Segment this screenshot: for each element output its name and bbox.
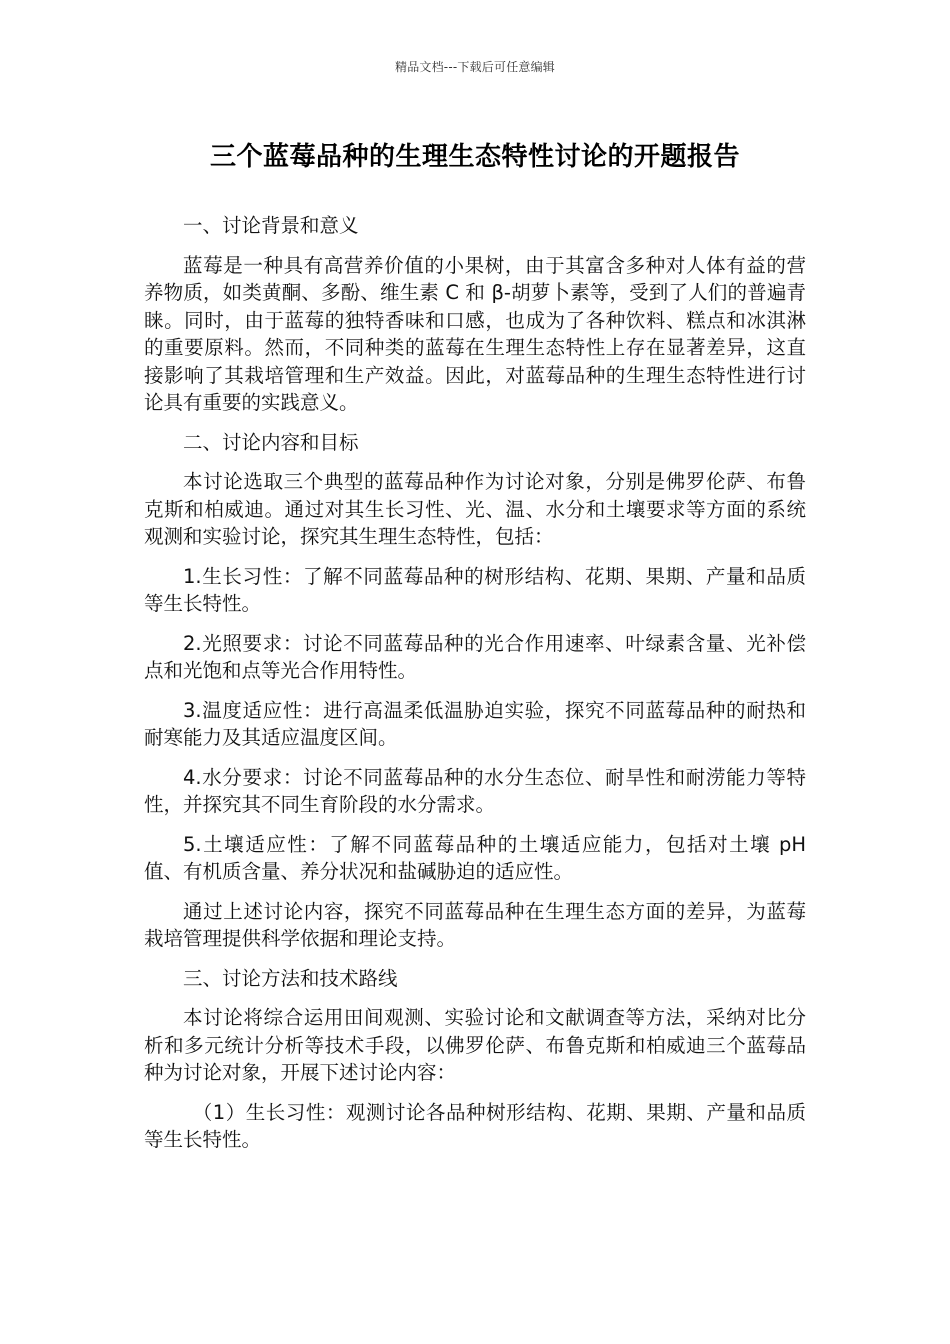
paragraph-content-intro: 本讨论选取三个典型的蓝莓品种作为讨论对象，分别是佛罗伦萨、布鲁克斯和柏威迪。通过对其生长习性、光、温、水分和土壤要求等方面的系统观测和实验讨论，探究其生理生态特性，包括：: [144, 470, 806, 548]
section-heading-methods: 三、讨论方法和技术路线: [183, 966, 398, 990]
list-item-water-requirement: 4.水分要求：讨论不同蓝莓品种的水分生态位、耐旱性和耐涝能力等特性，并探究其不同生育阶段的水分需求。: [144, 765, 806, 816]
list-item-method-growth-habit: （1）生长习性：观测讨论各品种树形结构、花期、果期、产量和品质等生长特性。: [144, 1100, 806, 1151]
document-body: [144, 212, 806, 1166]
header-note: 精品文档---下载后可任意编辑: [395, 60, 555, 74]
paragraph-methods-intro: 本讨论将综合运用田间观测、实验讨论和文献调查等方法，采纳对比分析和多元统计分析等技术手段，以佛罗伦萨、布鲁克斯和柏威迪三个蓝莓品种为讨论对象，开展下述讨论内容：: [144, 1006, 806, 1084]
list-item-light-requirement: 2.光照要求：讨论不同蓝莓品种的光合作用速率、叶绿素含量、光补偿点和光饱和点等光合作用特性。: [144, 631, 806, 682]
document-title: 三个蓝莓品种的生理生态特性讨论的开题报告: [209, 142, 740, 172]
paragraph-content-conclusion: 通过上述讨论内容，探究不同蓝莓品种在生理生态方面的差异，为蓝莓栽培管理提供科学依据和理论支持。: [144, 899, 806, 950]
list-item-temperature-adaptability: 3.温度适应性：进行高温柔低温胁迫实验，探究不同蓝莓品种的耐热和耐寒能力及其适应温度区间。: [144, 698, 806, 749]
paragraph-background: 蓝莓是一种具有高营养价值的小果树，由于其富含多种对人体有益的营养物质，如类黄酮、多酚、维生素 C 和 β-胡萝卜素等，受到了人们的普遍青睐。同时，由于蓝莓的独特香味和口感，也成为了各种饮料、糕点和冰淇淋的重要原料。然而，不同种类的蓝莓在生理生态特性上存在显著差异，这直接影响了其栽培管理和生产效益。因此，对蓝莓品种的生理生态特性进行讨论具有重要的实践意义。: [144, 253, 806, 414]
section-heading-content-goals: 二、讨论内容和目标: [183, 430, 359, 454]
section-heading-background: 一、讨论背景和意义: [183, 214, 359, 237]
list-item-growth-habit: 1.生长习性：了解不同蓝莓品种的树形结构、花期、果期、产量和品质等生长特性。: [144, 564, 806, 615]
list-item-soil-adaptability: 5.土壤适应性：了解不同蓝莓品种的土壤适应能力，包括对土壤 pH 值、有机质含量、养分状况和盐碱胁迫的适应性。: [144, 832, 806, 883]
